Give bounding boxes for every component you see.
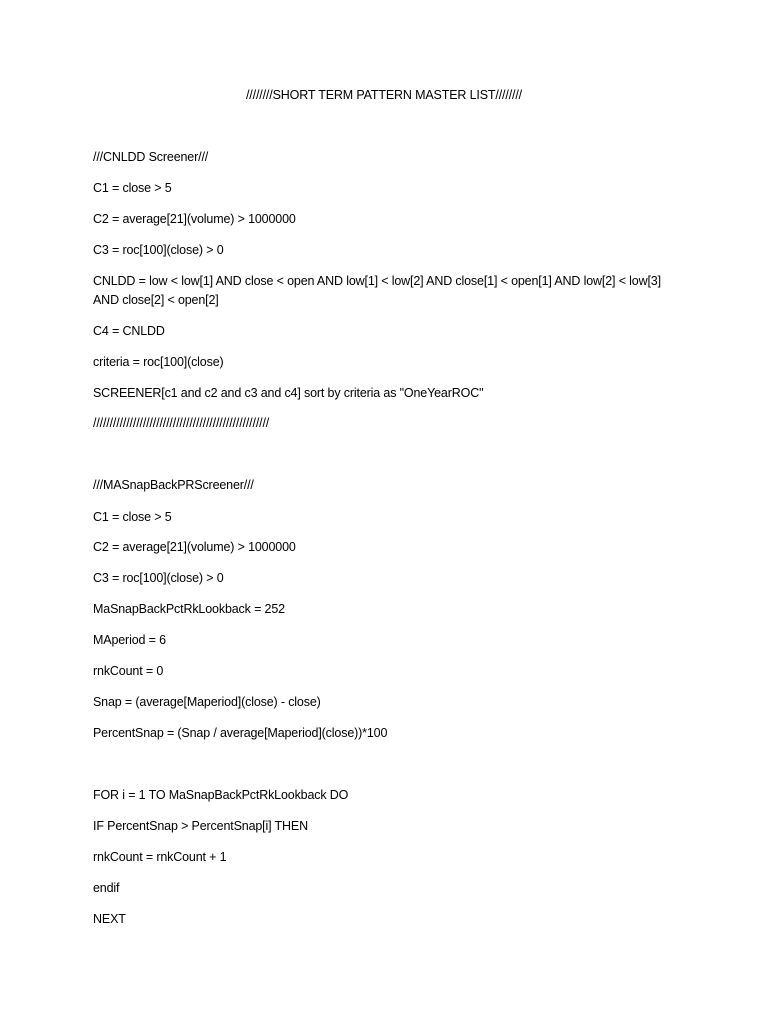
code-line: FOR i = 1 TO MaSnapBackPctRkLookback DO — [93, 788, 349, 802]
code-line: MAperiod = 6 — [93, 633, 166, 647]
code-line: rnkCount = rnkCount + 1 — [93, 850, 227, 864]
code-line: criteria = roc[100](close) — [93, 355, 224, 369]
code-line: endif — [93, 881, 120, 895]
code-line: CNLDD = low < low[1] AND close < open AND low[1] < low[2] AND close[1] < open[1] AND low[2] < low[3] AND close[2] < open[2] — [93, 274, 664, 307]
section-heading-masnapback: ///MASnapBackPRScreener/// — [93, 478, 254, 492]
code-line: C2 = average[21](volume) > 1000000 — [93, 540, 296, 554]
code-line: C3 = roc[100](close) > 0 — [93, 571, 224, 585]
code-line: PercentSnap = (Snap / average[Maperiod](close))*100 — [93, 726, 388, 740]
code-line: rnkCount = 0 — [93, 664, 164, 678]
code-line: C3 = roc[100](close) > 0 — [93, 243, 224, 257]
code-line: SCREENER[c1 and c2 and c3 and c4] sort by criteria as "OneYearROC" — [93, 386, 484, 400]
code-line: C1 = close > 5 — [93, 510, 172, 524]
code-line: C2 = average[21](volume) > 1000000 — [93, 212, 296, 226]
code-line: NEXT — [93, 912, 126, 926]
separator-line: ///////////////////////////////////////////////////// — [93, 416, 270, 430]
code-line: MaSnapBackPctRkLookback = 252 — [93, 602, 285, 616]
document-title: ////////SHORT TERM PATTERN MASTER LIST//////// — [245, 88, 522, 102]
section-heading-cnldd: ///CNLDD Screener/// — [93, 150, 209, 164]
code-line: Snap = (average[Maperiod](close) - close) — [93, 695, 321, 709]
code-line: IF PercentSnap > PercentSnap[i] THEN — [93, 819, 308, 833]
code-line: C4 = CNLDD — [93, 324, 165, 338]
code-line: C1 = close > 5 — [93, 181, 172, 195]
